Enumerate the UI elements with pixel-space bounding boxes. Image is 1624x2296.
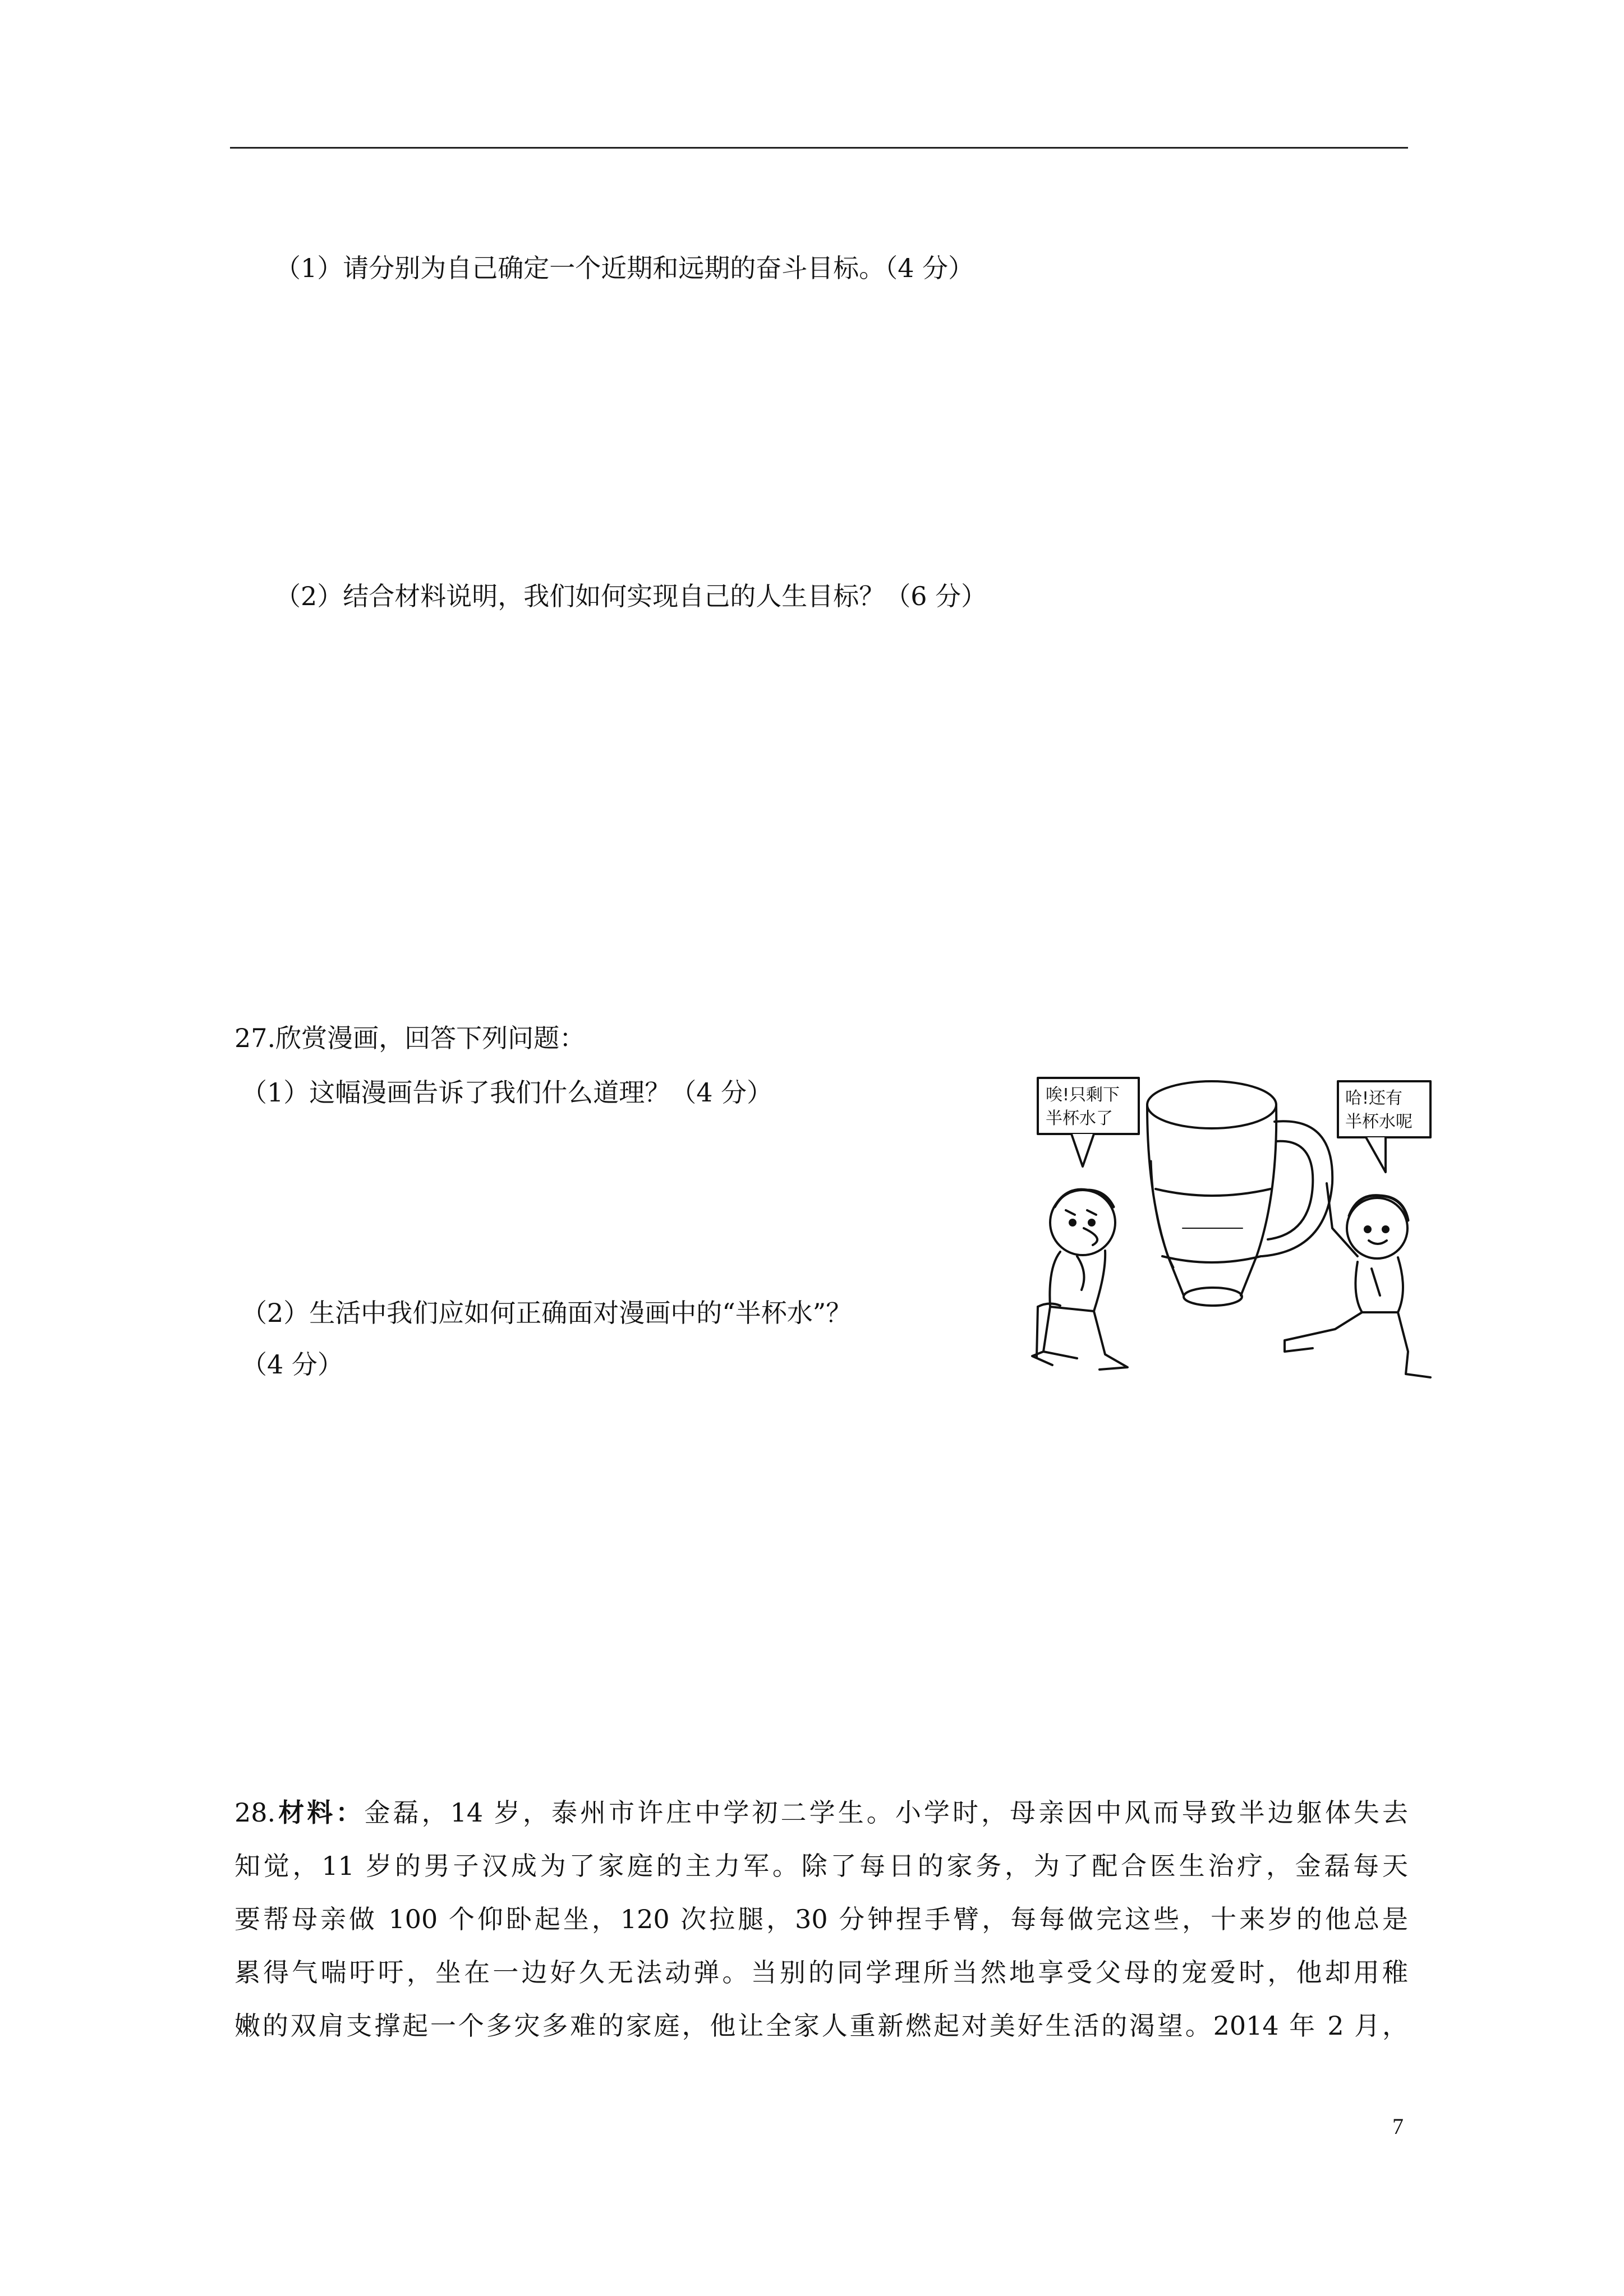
q28-line-1-text: 金磊，14 岁，泰州市许庄中学初二学生。小学时，母亲因中风而导致半边躯体失去 [364,1797,1409,1828]
q26-subquestion-1: （1）请分别为自己确定一个近期和远期的奋斗目标。（4 分） [275,253,974,283]
left-bubble-text-line-2: 半杯水了 [1046,1109,1113,1128]
header-rule [230,147,1408,149]
q27-subquestion-1: （1）这幅漫画告诉了我们什么道理？（4 分） [241,1077,773,1108]
q27-subquestion-2-line-1: （2）生活中我们应如何正确面对漫画中的“半杯水”？ [241,1298,852,1328]
q28-line-1 [234,1786,1408,1839]
half-glass-cartoon [1021,1060,1447,1396]
q28-line-3: 要帮母亲做 100 个仰卧起坐，120 次拉腿，30 分钟捏手臂，每每做完这些，十来岁的他总是 [234,1904,1408,1934]
q28-line-2: 知觉，11 岁的男子汉成为了家庭的主力军。除了每日的家务，为了配合医生治疗，金磊每天 [234,1851,1408,1881]
q28-material-paragraph [234,1786,1408,2053]
left-bubble-text-line-1: 唉!只剩下 [1046,1085,1120,1105]
right-bubble-text-line-1: 哈!还有 [1345,1089,1403,1108]
pessimistic-kid-illustration [1032,1190,1128,1370]
q26-subquestion-2: （2）结合材料说明，我们如何实现自己的人生目标？（6 分） [275,581,987,611]
q27-subquestion-2-line-2: （4 分） [241,1349,343,1380]
q28-line-5: 嫩的双肩支撑起一个多灾多难的家庭，他让全家人重新燃起对美好生活的渴望。2014 年 2 月， [234,2011,1408,2041]
page-number: 7 [1392,2114,1404,2139]
q28-number: 28. [234,1797,276,1828]
right-bubble-text-line-2: 半杯水呢 [1345,1112,1413,1132]
q27-stem: 27.欣赏漫画，回答下列问题： [234,1023,586,1053]
q28-material-label: 材料： [275,1797,365,1828]
q28-line-4: 累得气喘吁吁，坐在一边好久无法动弹。当别的同学理所当然地享受父母的宠爱时，他却用稚 [234,1957,1408,1988]
mug-illustration [1147,1081,1332,1306]
